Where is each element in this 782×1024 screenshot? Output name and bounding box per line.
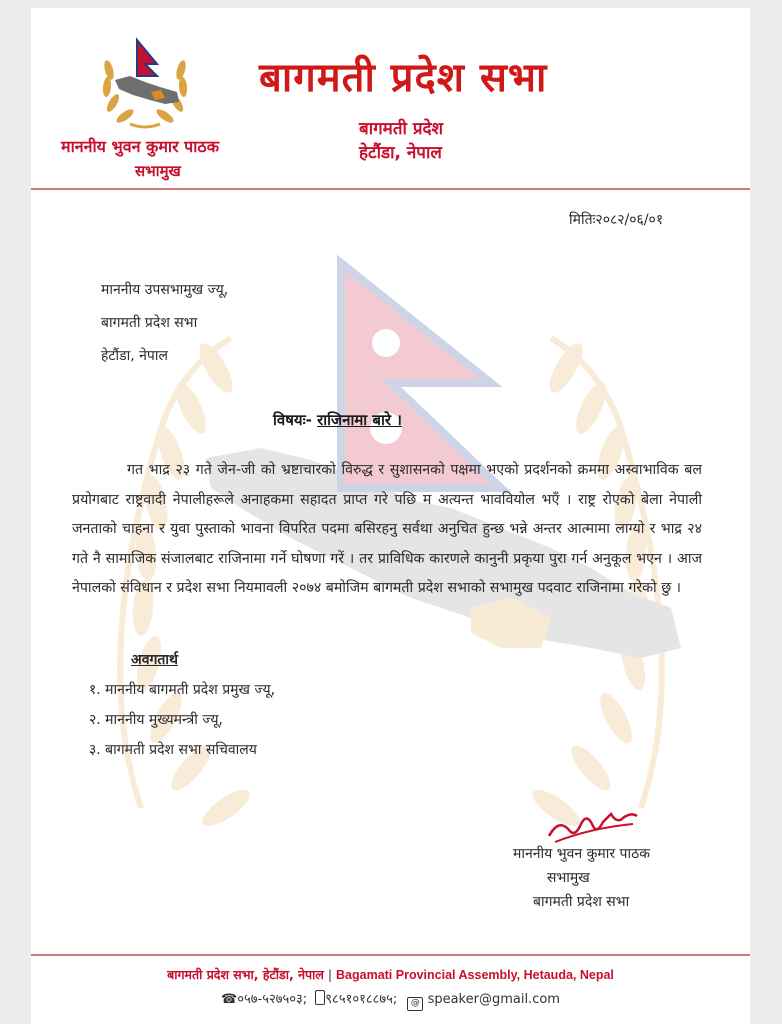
recipient-line-2: बागमती प्रदेश सभा [101, 315, 198, 331]
footer-contact [31, 989, 750, 1011]
footer-divider [31, 954, 750, 956]
subject-text: राजिनामा बारे । [317, 411, 402, 429]
mobile-icon [315, 990, 325, 1005]
header-divider [31, 188, 750, 190]
cc-item-3: ३. बागमती प्रदेश सभा सचिवालय [89, 742, 257, 758]
office-line-2: हेटौंडा, नेपाल [359, 143, 442, 163]
footer-address [31, 966, 750, 983]
cc-item-1: १. माननीय बागमती प्रदेश प्रमुख ज्यू, [89, 682, 276, 698]
letter-date: मितिः२०८२/०६/०१ [569, 212, 664, 228]
footer-phone: ०५७-५२७५०३; [237, 992, 308, 1007]
subject-label: विषयः- [273, 411, 312, 429]
signatory-org: बागमती प्रदेश सभा [533, 894, 630, 910]
header-person-role: सभामुख [135, 162, 181, 180]
recipient-line-1: माननीय उपसभामुख ज्यू, [101, 282, 229, 298]
emblem-logo [95, 32, 195, 132]
footer-address-np: बागमती प्रदेश सभा, हेटौंडा, नेपाल [167, 967, 324, 982]
cc-heading: अवगतार्थ [131, 652, 178, 668]
header-person-name: माननीय भुवन कुमार पाठक [61, 137, 219, 156]
footer-separator: | [327, 967, 333, 982]
phone-icon: ☎ [221, 992, 238, 1007]
signatory-name: माननीय भुवन कुमार पाठक [513, 846, 650, 862]
footer-mobile: ९८५१०१८८७५; [325, 992, 398, 1007]
flag-icon [137, 40, 157, 76]
watermark-flag-icon [341, 263, 501, 488]
letter-page [31, 8, 750, 1024]
handwritten-signature [541, 798, 641, 848]
signatory-role: सभामुख [547, 870, 590, 886]
subject-line [273, 410, 402, 430]
map-icon [115, 76, 179, 104]
recipient-line-3: हेटौंडा, नेपाल [101, 348, 168, 364]
footer-email[interactable]: speaker@gmail.com [427, 992, 560, 1007]
office-line-1: बागमती प्रदेश [359, 119, 444, 139]
footer-address-en: Bagamati Provincial Assembly, Hetauda, Nepal [336, 968, 614, 982]
cc-item-2: २. माननीय मुख्यमन्त्री ज्यू, [89, 712, 223, 728]
email-icon: @ [407, 997, 423, 1011]
assembly-title: बागमती प्रदेश सभा [259, 55, 548, 101]
letter-body: गत भाद्र २३ गते जेन-जी को भ्रष्टाचारको विरुद्ध र सुशासनको पक्षमा भएको प्रदर्शनको क्रममा अस्वाभाविक बल प्रयोगबाट राष्ट्रवादी नेपालीहरूले अनाहकमा सहादत प्राप्त गरे पछि म अत्यन्त भाववियोल भएँ । राष्ट्र रोएको बेला नेपाली जनताको चाहना र युवा पुस्ताको भावना विपरित पदमा बसिरहनु सर्वथा अनुचित हुन्छ भन्ने अन्तर आत्मामा लाग्यो र भाद्र २४ गते नै सामाजिक संजालबाट राजिनामा गर्ने घोषणा गरें । तर प्राविधिक कारणले कानुनी प्रकृया पुरा गर्न अनुकूल भएन । आज नेपालको संविधान र प्रदेश सभा नियमावली २०७४ बमोजिम बागमती प्रदेश सभाको सभामुख पदवाट राजिनामा गरेको छु । [72, 462, 702, 596]
